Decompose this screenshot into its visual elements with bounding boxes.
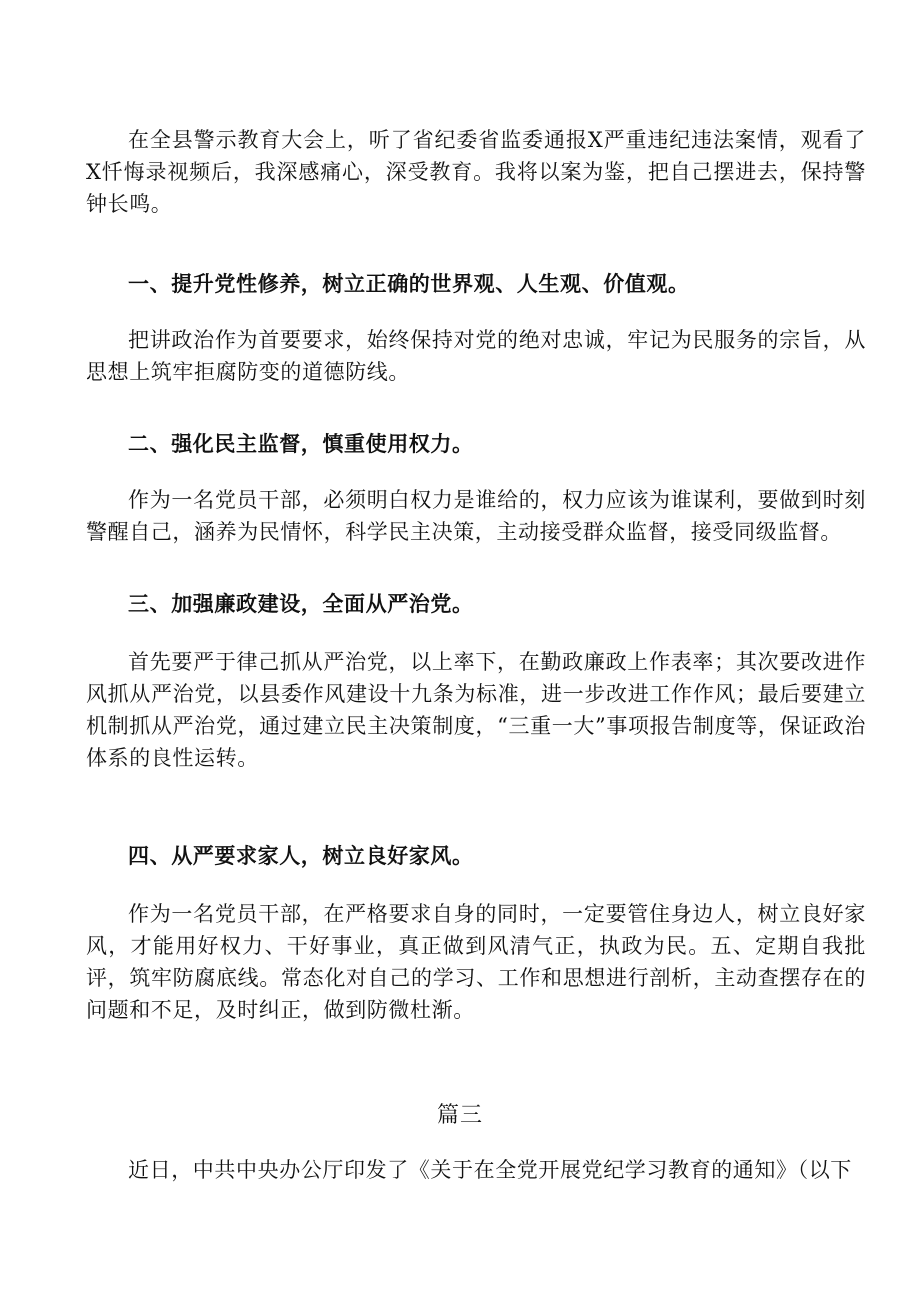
heading-two: 二、强化民主监督，慎重使用权力。: [128, 431, 474, 456]
paragraph-notice: 近日，中共中央办公厅印发了《关于在全党开展党纪学习教育的通知》（以下: [128, 1158, 852, 1182]
paragraph-intro: 在全县警示教育大会上，听了省纪委省监委通报X严重违纪违法案情，观看了X忏悔录视频后，我深感痛心，深受教育。我将以案为鉴，把自己摆进去，保持警钟长鸣。: [86, 128, 866, 216]
heading-four: 四、从严要求家人，树立良好家风。: [128, 843, 474, 868]
heading-one: 一、提升党性修养，树立正确的世界观、人生观、价值观。: [128, 271, 690, 296]
heading-three: 三、加强廉政建设，全面从严治党。: [128, 591, 474, 616]
section-title: 篇三: [436, 1103, 483, 1128]
paragraph-family: 作为一名党员干部，在严格要求自身的同时，一定要管住身边人，树立良好家风，才能用好权力、干好事业，真正做到风清气正，执政为民。五、定期自我批评，筑牢防腐底线。常态化对自己的学习、工作和思想进行剖析，主动查摆存在的问题和不足，及时纠正，做到防微杜渐。: [86, 902, 866, 1022]
paragraph-integrity: 首先要严于律己抓从严治党，以上率下，在勤政廉政上作表率；其次要改进作风抓从严治党，以县委作风建设十九条为标准，进一步改进工作作风；最后要建立机制抓从严治党，通过建立民主决策制度，“三重一大”事项报告制度等，保证政治体系的良性运转。: [86, 650, 866, 770]
paragraph-supervision: 作为一名党员干部，必须明白权力是谁给的，权力应该为谁谋利，要做到时刻警醒自己，涵养为民情怀，科学民主决策，主动接受群众监督，接受同级监督。: [86, 488, 866, 544]
paragraph-politics: 把讲政治作为首要要求，始终保持对党的绝对忠诚，牢记为民服务的宗旨，从思想上筑牢拒腐防变的道德防线。: [86, 328, 866, 384]
